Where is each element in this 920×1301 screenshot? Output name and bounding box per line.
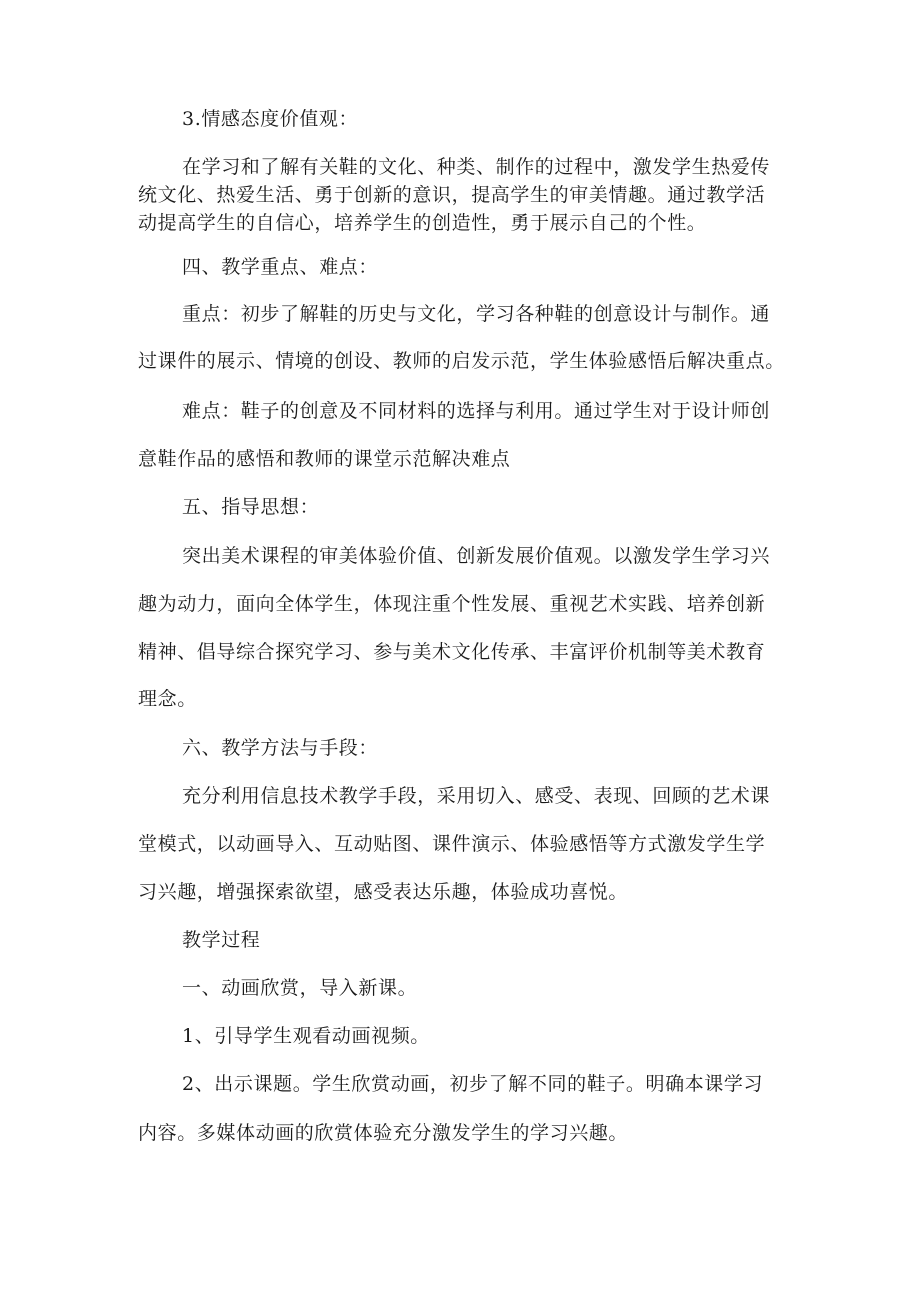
process-item-2-line-1: 2、出示课题。学生欣赏动画，初步了解不同的鞋子。明确本课学习 [182, 1073, 764, 1095]
process-item-2-line-2: 内容。多媒体动画的欣赏体验充分激发学生的学习兴趣。 [138, 1122, 629, 1144]
section-3-line-3: 动提高学生的自信心，培养学生的创造性，勇于展示自己的个性。 [138, 212, 707, 234]
difficult-points-line-2: 意鞋作品的感悟和教师的课堂示范解决难点 [138, 448, 511, 470]
section-5-line-1: 突出美术课程的审美体验价值、创新发展价值观。以激发学生学习兴 [182, 545, 771, 567]
section-6-line-3: 习兴趣，增强探索欲望，感受表达乐趣，体验成功喜悦。 [138, 881, 629, 903]
process-item-1: 1、引导学生观看动画视频。 [182, 1025, 430, 1047]
section-3-line-1: 在学习和了解有关鞋的文化、种类、制作的过程中，激发学生热爱传 [182, 156, 771, 178]
process-heading: 教学过程 [182, 929, 261, 951]
section-6-line-1: 充分利用信息技术教学手段，采用切入、感受、表现、回顾的艺术课 [182, 785, 771, 807]
section-3-heading: 3.情感态度价值观： [182, 108, 359, 130]
section-3-line-2: 统文化、热爱生活、勇于创新的意识，提高学生的审美情趣。通过教学活 [138, 184, 766, 206]
section-5-line-4: 理念。 [138, 688, 197, 710]
key-points-line-2: 过课件的展示、情境的创设、教师的启发示范，学生体验感悟后解决重点。 [138, 350, 785, 372]
section-5-line-2: 趣为动力，面向全体学生，体现注重个性发展、重视艺术实践、培养创新 [138, 593, 766, 615]
section-6-heading: 六、教学方法与手段： [182, 737, 379, 759]
key-points-line-1: 重点：初步了解鞋的历史与文化，学习各种鞋的创意设计与制作。通 [182, 303, 771, 325]
difficult-points-line-1: 难点：鞋子的创意及不同材料的选择与利用。通过学生对于设计师创 [182, 400, 771, 422]
section-6-line-2: 堂模式，以动画导入、互动贴图、课件演示、体验感悟等方式激发学生学 [138, 833, 766, 855]
section-5-line-3: 精神、倡导综合探究学习、参与美术文化传承、丰富评价机制等美术教育 [138, 641, 766, 663]
section-4-heading: 四、教学重点、难点： [182, 256, 379, 278]
process-step-1-heading: 一、动画欣赏，导入新课。 [182, 977, 418, 999]
section-5-heading: 五、指导思想： [182, 496, 320, 518]
